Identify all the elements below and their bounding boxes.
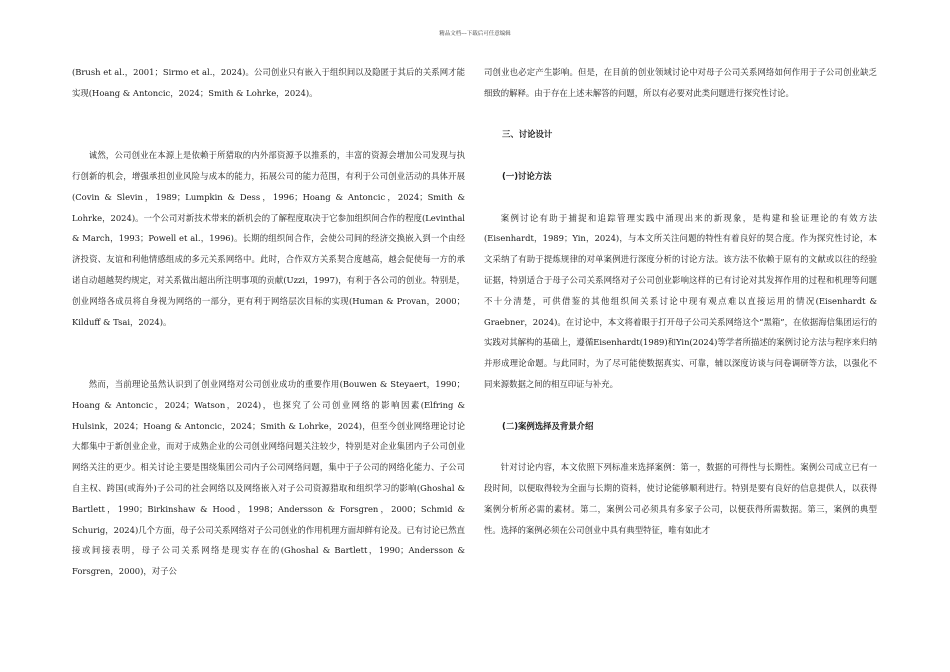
paragraph-continued: (Brush et al.，2001；Sirmo et al.，2024)。公司创业只有嵌入于组织间以及隐匿于其后的关系网才能实现(Hoang & Antoncic，2024；Smith & Lohrke，2024)。: [72, 67, 465, 98]
paragraph-continued: 司创业也必定产生影响。但是，在目前的创业领域讨论中对母子公司关系网络如何作用于子公司创业缺乏细致的解释。由于存在上述未解答的问题，所以有必要对此类问题进行探究性讨论。: [484, 67, 877, 98]
subsection-heading: (一)讨论方法: [502, 170, 552, 181]
subsection-heading: (二)案例选择及背景介绍: [502, 420, 594, 431]
left-column: [72, 62, 465, 582]
right-column: [484, 62, 877, 540]
paragraph: 然而，当前理论虽然认识到了创业网络对公司创业成功的重要作用(Bouwen & Steyaert，1990；Hoang & Antoncic，2024；Watson，2024)，也探究了公司创业网络的影响因素(Elfring & Hulsink，2024；Hoang & Antoncic，2024；Smith & Lohrke，2024)，但至今创业网络理论讨论大都集中于新创业企业，而对于成熟企业的公司创业网络问题关注较少，特别是对企业集团内子公司创业网络关注的更少。相关讨论主要是围绕集团公司内子公司网络问题，集中于子公司的网络化能力、子公司自主权、跨国(或海外)子公司的社会网络以及网络嵌入对子公司资源猎取和组织学习的影响(Ghoshal & Bartlett，1990；Birkinshaw & Hood，1998；Andersson & Forsgren，2000；Schmid & Schurig，2024)几个方面，母子公司关系网络对子公司创业的作用机理方面却鲜有论及。已有讨论已然直接或间接表明，母子公司关系网络是现实存在的(Ghoshal & Bartlett，1990；Andersson & Forsgren，2000)，对子公: [72, 378, 465, 577]
paragraph: 案例讨论有助于捕捉和追踪管理实践中涌现出来的新现象，是构建和验证理论的有效方法(Eisenhardt，1989；Yin，2024)，与本文所关注问题的特性有着良好的契合度。作为探究性讨论，本文采纳了有助于提炼规律的对单案例进行深度分析的讨论方法。该方法不依赖于原有的文献或以往的经验证据，特别适合于母子公司关系网络对子公司创业影响这样的已有讨论对其发挥作用的过程和机理等问题不十分清楚，可供借鉴的其他组织间关系讨论中现有观点难以直接运用的情况(Eisenhardt & Graebner，2024)。在讨论中，本文将着眼于打开母子公司关系网络这个“黑箱”，在依据海信集团运行的实践对其解构的基础上，遵循Eisenhardt(1989)和Yin(2024)等学者所描述的案例讨论方法与程序来归纳并形成理论命题。与此同时，为了尽可能使数据真实、可靠，辅以深度访谈与问卷调研等方法，以强化不同来源数据之间的相互印证与补充。: [484, 212, 877, 389]
section-heading: 三、讨论设计: [502, 129, 553, 140]
paragraph: 针对讨论内容，本文依照下列标准来选择案例：第一，数据的可得性与长期性。案例公司成立已有一段时间，以便取得较为全面与长期的资料，使讨论能够顺利进行。特别是要有良好的信息提供人，以获得案例分析所必需的素材。第二，案例公司必须具有多家子公司，以便获得所需数据。第三，案例的典型性。选择的案例必须在公司创业中具有典型特征，唯有如此才: [484, 462, 877, 535]
paragraph: 诚然，公司创业在本源上是依赖于所猎取的内外部资源予以推系的，丰富的资源会增加公司发现与执行创新的机会，增强承担创业风险与成本的能力，拓展公司的能力范围，有利于公司创业活动的具体开展(Covin & Slevin，1989；Lumpkin & Dess，1996；Hoang & Antoncic，2024；Smith & Lohrke，2024)。一个公司对新技术带来的新机会的了解程度取决于它参加组织间合作的程度(Levinthal & March，1993；Powell et al.，1996)。长期的组织间合作，会使公司间的经济交换嵌入到一个由经济投资、友谊和利他情感组成的多元关系网络中。此时，合作双方关系契合度越高，越会促使每一方的承诺自动超越契约规定，对关系做出超出所注明事项的贡献(Uzzi，1997)，有利于各公司的创业。特别是，创业网络各成员将自身视为网络的一部分，更有利于网络层次目标的实现(Human & Provan，2000；Kilduff & Tsai，2024)。: [72, 150, 465, 327]
page-header: 精品文档---下载后可任意编辑: [439, 31, 511, 37]
